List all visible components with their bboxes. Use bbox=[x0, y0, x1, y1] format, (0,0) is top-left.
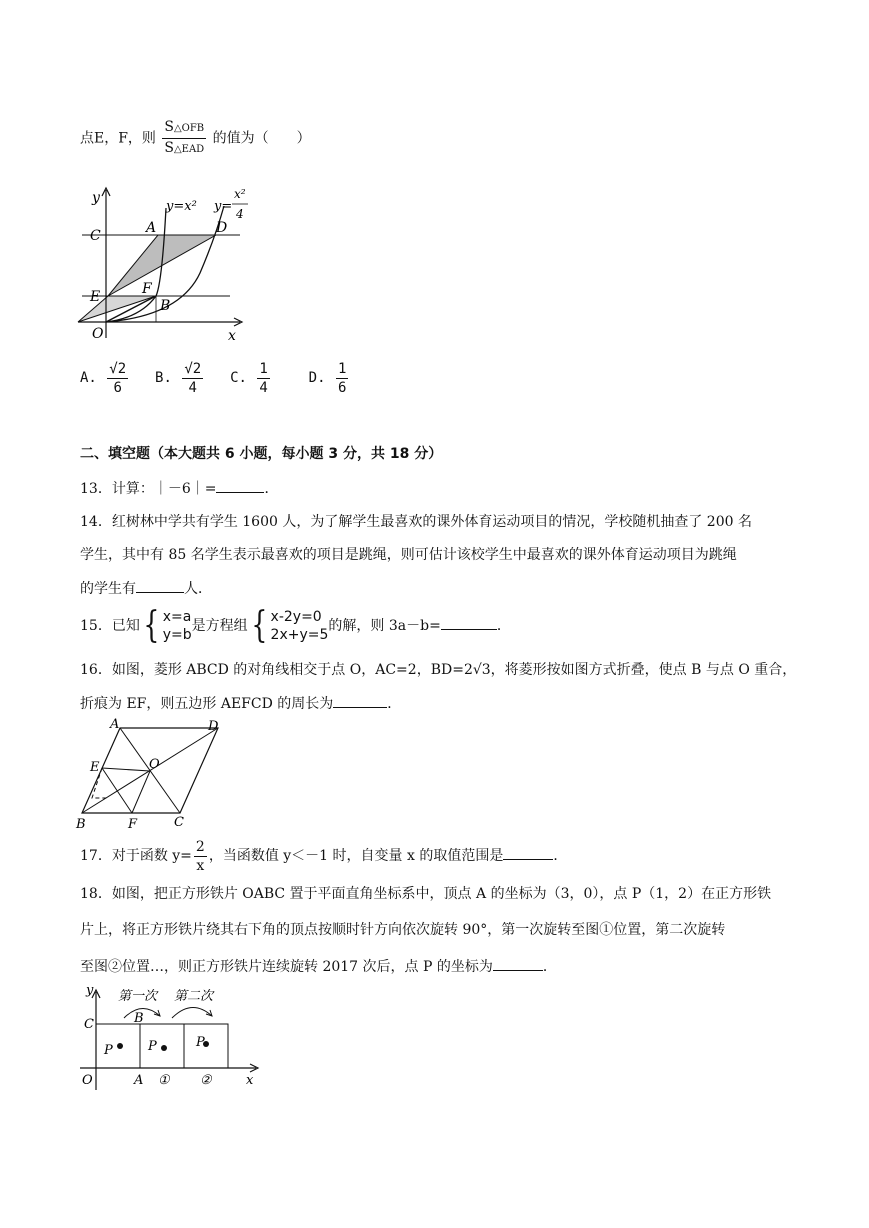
rotation-figure bbox=[76, 978, 266, 1096]
fig2-label-C: C bbox=[174, 815, 184, 830]
fig3-label-B: B bbox=[134, 1011, 144, 1026]
fig1-label-A: A bbox=[146, 220, 157, 236]
fig2-label-O: O bbox=[149, 757, 160, 772]
fig1-label-D: D bbox=[216, 220, 228, 236]
left-brace-1: { bbox=[143, 605, 160, 646]
answer-blank-17[interactable] bbox=[503, 845, 553, 860]
parabola-figure bbox=[70, 178, 250, 343]
q12-tail bbox=[80, 118, 311, 159]
option-d-key: D. bbox=[308, 370, 326, 386]
fig1-label-C: C bbox=[90, 228, 101, 244]
option-a-key: A. bbox=[80, 370, 97, 386]
fig1-label-O: O bbox=[92, 326, 104, 342]
fig3-label-A: A bbox=[134, 1073, 144, 1088]
option-c-key: C. bbox=[230, 370, 247, 386]
area-ratio-fraction: $\frac{\text{S△OFB}}{\text{S△EAD}}$ bbox=[164, 119, 205, 156]
fig2-label-F: F bbox=[128, 817, 138, 832]
fig1-curve2-lhs: y= bbox=[214, 199, 233, 214]
fig3-label-y: y bbox=[86, 983, 94, 998]
fig2-label-B: B bbox=[76, 817, 86, 832]
fig3-label-P2: P bbox=[148, 1039, 157, 1054]
fig1-label-y: y bbox=[92, 190, 100, 206]
fig3-label-P1: P bbox=[104, 1043, 113, 1058]
equation-system: x-2y=0 2x+y=5 bbox=[270, 609, 329, 643]
fig1-label-B: B bbox=[160, 298, 171, 314]
question-16-line2: 折痕为 EF，则五边形 AEFCD 的周长为 ． bbox=[80, 693, 401, 714]
option-d-fraction: $\frac{1}{6}$ bbox=[337, 360, 347, 396]
function-fraction: $\frac{2}{x}$ bbox=[195, 838, 205, 874]
answer-blank-13[interactable] bbox=[216, 478, 264, 493]
question-14-line1: 14．红树林中学共有学生 1600 人，为了解学生最喜欢的课外体育运动项目的情况，学校随机抽查了 200 名 bbox=[80, 514, 752, 530]
q12-suffix: 的值为（ ） bbox=[212, 130, 311, 147]
fig3-label-circle1: ① bbox=[158, 1073, 170, 1088]
left-brace-2: { bbox=[251, 605, 268, 646]
question-14-line3: 的学生有 人． bbox=[80, 578, 212, 599]
fig2-label-D: D bbox=[208, 719, 219, 734]
fig1-curve2-num: x² bbox=[234, 187, 246, 201]
question-18-line3: 至图②位置…，则正方形铁片连续旋转 2017 次后，点 P 的坐标为 ． bbox=[80, 956, 557, 977]
question-17: 17．对于函数 y= $\frac{2}{x}$ ，当函数值 y＜－1 时，自变量 x 的取值范围是 ． bbox=[80, 838, 568, 874]
question-18-line2: 片上，将正方形铁片绕其右下角的顶点按顺时针方向依次旋转 90°，第一次旋转至图①位置，第二次旋转 bbox=[80, 922, 726, 938]
option-b-key: B. bbox=[155, 370, 172, 386]
solution-system: x=a y=b bbox=[162, 609, 192, 643]
fig2-label-A: A bbox=[110, 717, 120, 732]
fig1-curve1-label: y=x² bbox=[166, 199, 197, 214]
fig3-label-circle2: ② bbox=[200, 1073, 212, 1088]
question-14-line2: 学生，其中有 85 名学生表示最喜欢的项目是跳绳，则可估计该校学生中最喜欢的课外体育运动项目为跳绳 bbox=[80, 547, 737, 563]
option-b-fraction: $\frac{√2}{4}$ bbox=[184, 360, 202, 396]
answer-blank-16[interactable] bbox=[333, 693, 387, 708]
answer-options bbox=[80, 358, 350, 398]
fig3-label-x: x bbox=[246, 1073, 254, 1088]
rhombus-figure bbox=[72, 716, 232, 834]
fig3-label-P3: P bbox=[196, 1035, 205, 1050]
fig3-label-O: O bbox=[82, 1073, 93, 1088]
question-13: 13．计算：｜－6｜= ． bbox=[80, 478, 278, 499]
fig1-label-x: x bbox=[228, 328, 236, 343]
fig3-label-C: C bbox=[84, 1017, 94, 1032]
section-heading: 二、填空题（本大题共 6 小题，每小题 3 分，共 18 分） bbox=[80, 446, 443, 462]
fig1-curve2-den: 4 bbox=[236, 207, 244, 221]
answer-blank-18[interactable] bbox=[493, 956, 543, 971]
fig2-label-E: E bbox=[90, 760, 100, 775]
question-16-line1: 16．如图，菱形 ABCD 的对角线相交于点 O，AC=2，BD=2√3，将菱形按如图方式折叠，使点 B 与点 O 重合， bbox=[80, 662, 797, 678]
option-c-fraction: $\frac{1}{4}$ bbox=[259, 360, 268, 396]
fig1-label-E: E bbox=[90, 289, 101, 305]
q12-prefix: 点E，F，则 bbox=[80, 130, 156, 147]
question-15: 15．已知{ x=a y=b 是方程组{ x-2y=0 2x+y=5 的解，则 3a－b= ． bbox=[80, 605, 511, 646]
fig3-first-label: 第一次 bbox=[118, 989, 158, 1004]
option-a-fraction: $\frac{√2}{6}$ bbox=[109, 360, 127, 396]
question-18-line1: 18．如图，把正方形铁片 OABC 置于平面直角坐标系中，顶点 A 的坐标为（3，0），点 P（1，2）在正方形铁 bbox=[80, 886, 772, 902]
answer-blank-14[interactable] bbox=[136, 578, 184, 593]
fig3-second-label: 第二次 bbox=[174, 989, 214, 1004]
fig1-label-F: F bbox=[142, 281, 152, 297]
answer-blank-15[interactable] bbox=[441, 615, 497, 630]
